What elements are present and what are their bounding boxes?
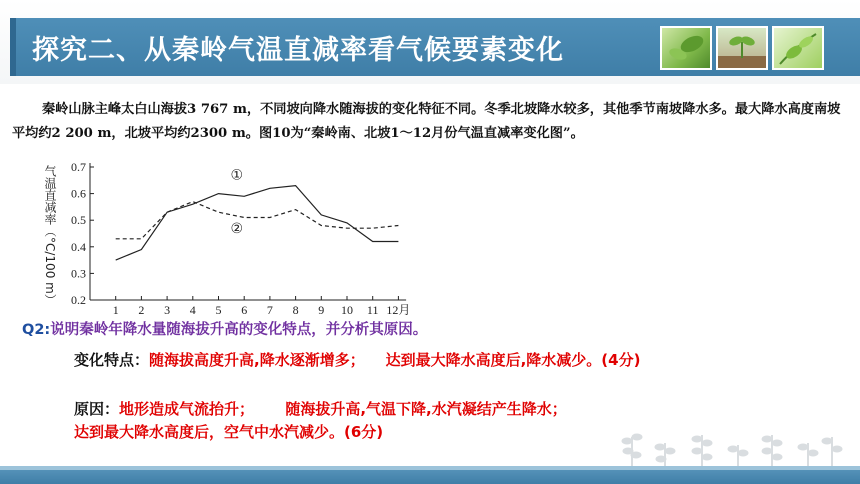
x-tick-label: 2	[138, 303, 145, 317]
feature-text: 随海拔高度升高,降水逐渐增多； 达到最大降水高度后,降水减少。(4分)	[149, 351, 641, 369]
title-accent	[10, 18, 16, 76]
seedling-photo-icon	[716, 26, 768, 70]
y-tick-label: 0.7	[71, 160, 86, 174]
reason-label: 原因：	[74, 400, 120, 418]
series-label-2: ②	[230, 220, 244, 237]
leaf-photo-icon	[772, 26, 824, 70]
series-line-2	[116, 202, 399, 239]
x-tick-label: 9	[318, 303, 325, 317]
x-tick-label: 6	[241, 303, 248, 317]
x-tick-label: 3	[164, 303, 171, 317]
x-tick-label: 10	[341, 303, 353, 317]
series-line-1	[116, 186, 399, 261]
passage-content: 秦岭山脉主峰太白山海拔3 767 m，不同坡向降水随海拔的变化特征不同。冬季北坡降水较多，其他季节南坡降水多。最大降水高度南坡平均约2 200 m，北坡平均约2300 m。图10为“秦岭南、北坡1～12月份气温直减率变化图”。	[12, 102, 841, 141]
y-tick-label: 0.3	[71, 266, 86, 281]
footer-stripe	[0, 466, 860, 470]
y-axis-label: 气温直减率（°C/100 m）	[43, 165, 57, 306]
plant-photo-1-icon	[660, 26, 712, 70]
x-tick-label: 4	[189, 303, 196, 317]
x-tick-label: 1	[112, 303, 119, 317]
feature-label: 变化特点：	[74, 351, 150, 369]
x-tick-label: 7	[266, 303, 273, 317]
page-title: 探究二、从秦岭气温直减率看气候要素变化	[32, 35, 564, 66]
line-chart	[38, 155, 411, 320]
x-tick-label: 5	[215, 303, 222, 317]
x-tick-label: 8	[292, 303, 299, 317]
passage-text	[12, 98, 852, 146]
footer-bar	[0, 466, 860, 484]
question-label: Q2:	[22, 322, 51, 338]
reason-text: 地形造成气流抬升； 随海拔升高,气温下降,水汽凝结产生降水；	[119, 400, 567, 418]
answer-reason-2	[74, 421, 383, 442]
reason-text-2: 达到最大降水高度后，空气中水汽减少。(6分)	[74, 423, 384, 441]
answer-feature	[74, 349, 640, 370]
series-label-1: ①	[230, 167, 244, 184]
header	[0, 0, 860, 84]
x-tick-label: 11	[366, 303, 379, 317]
y-tick-label: 0.2	[71, 293, 86, 307]
y-tick-label: 0.4	[71, 239, 86, 254]
x-tick-label: 12月	[386, 303, 411, 317]
question	[22, 318, 427, 339]
answer-reason	[74, 398, 567, 419]
question-text: 说明秦岭年降水量随海拔升高的变化特点，并分析其原因。	[50, 322, 428, 338]
y-tick-label: 0.5	[71, 213, 86, 228]
sprout-decoration-icon	[612, 425, 852, 469]
y-tick-label: 0.6	[71, 186, 86, 201]
